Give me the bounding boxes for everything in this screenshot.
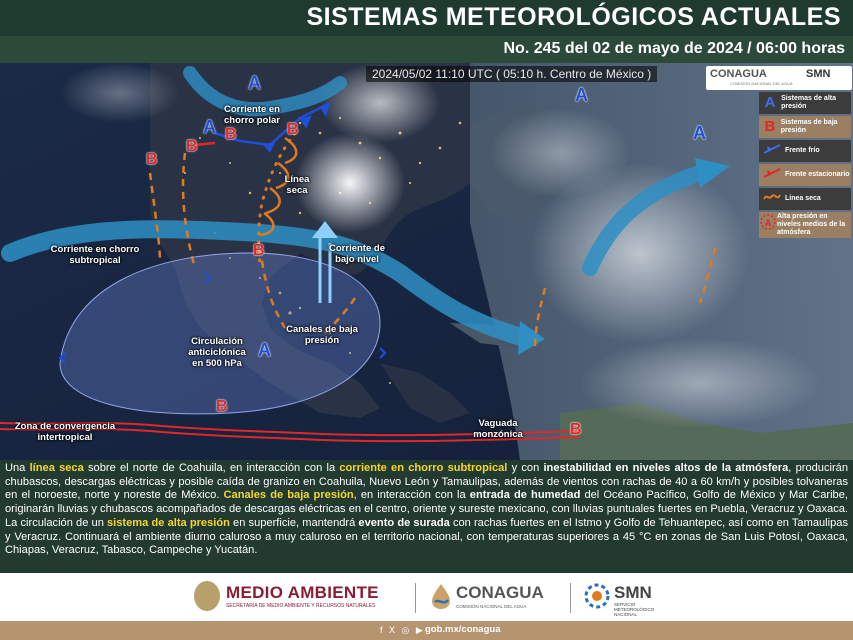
desc-segment: en superficie, mantendrá bbox=[229, 516, 359, 529]
label-polar-jet: Corriente en chorro polar bbox=[224, 104, 280, 126]
legend-item-upper-high bbox=[759, 212, 851, 238]
label-anticyclonic-circulation: Circulación anticiclónica en 500 hPa bbox=[188, 336, 246, 369]
high-pressure-marker: A bbox=[575, 85, 588, 105]
description-panel bbox=[0, 460, 853, 573]
conagua-logo-sub: COMISIÓN NACIONAL DEL AGUA bbox=[730, 81, 793, 86]
desc-segment: , en interacción con la bbox=[353, 489, 470, 502]
desc-segment: , producirán chubascos, descargas eléctricas y posible caída de granizo en Coahuila, Nuevo León y Tamaulipas, además de vientos con rachas de 40 a 60 km/h y posibles tolvaneras en el noroeste, norte y noreste de México. bbox=[5, 462, 849, 502]
high-pressure-marker: A bbox=[693, 123, 706, 143]
legend-label: Frente estacionario bbox=[785, 171, 850, 178]
map-legend bbox=[759, 92, 851, 240]
cloud-south-america bbox=[580, 338, 820, 428]
medio-ambiente-sub: SECRETARÍA DE MEDIO AMBIENTE Y RECURSOS NATURALES bbox=[226, 603, 376, 609]
description-text bbox=[5, 462, 848, 558]
conagua-sub: COMISIÓN NACIONAL DEL AGUA bbox=[456, 604, 527, 609]
high-pressure-marker: A bbox=[203, 117, 216, 137]
label-itcz: Zona de convergencia intertropical bbox=[14, 421, 116, 443]
desc-segment: del Océano Pacífico, Golfo de México y Mar Caribe, originarán lluvias y chubascos acompañados de descargas eléctricas en el centro, oriente y sureste mexicano, con lluvias puntuales fuertes en Puebla, Veracruz y Oaxaca. La circulación de un bbox=[5, 489, 848, 529]
map-logo-box bbox=[706, 66, 852, 90]
desc-segment: Una bbox=[5, 462, 30, 474]
dry-line-icon bbox=[759, 188, 785, 210]
svg-text:A: A bbox=[764, 217, 772, 228]
footer-logos bbox=[0, 573, 853, 621]
desc-highlight: línea seca bbox=[29, 462, 84, 474]
desc-bold: evento de surada bbox=[358, 516, 450, 529]
header-bar bbox=[0, 0, 853, 36]
low-pressure-icon: B bbox=[764, 118, 776, 135]
website-link[interactable]: gob.mx/conagua bbox=[425, 624, 501, 635]
legend-item-low bbox=[759, 116, 851, 138]
high-pressure-marker: A bbox=[248, 73, 261, 93]
legend-label: Sistemas de alta presión bbox=[781, 95, 836, 110]
label-low-level-current: Corriente de bajo nivel bbox=[329, 243, 385, 265]
smn-logo: SMN bbox=[614, 583, 652, 602]
stationary-front-icon bbox=[759, 164, 785, 186]
smn-sub: SERVICIO METEOROLÓGICO NACIONAL bbox=[614, 602, 655, 617]
smn-logo-icon bbox=[583, 582, 611, 610]
desc-highlight: sistema de alta presión bbox=[107, 516, 230, 529]
desc-segment: con rachas fuertes en el Istmo y Golfo de Tehuantepec, así como en Tamaulipas y Veracruz. Continuará el ambiente diurno caluroso a muy caluroso en el territorio nacional, con temperaturas superiores a 45 °C en zonas de San Luis Potosí, Oaxaca, Chiapas, Veracruz, Tabasco, Campeche y Yucatán. bbox=[5, 516, 848, 557]
cloud-atlantic-north bbox=[490, 108, 630, 198]
conagua-logo: CONAGUA bbox=[456, 583, 544, 602]
low-pressure-marker: B bbox=[287, 121, 299, 138]
desc-segment: y con bbox=[507, 462, 544, 474]
subheader-bar bbox=[0, 36, 853, 63]
upper-high-icon bbox=[759, 213, 777, 238]
cloud-pacific-north bbox=[60, 63, 180, 123]
medio-ambiente-logo: MEDIO AMBIENTE bbox=[226, 583, 379, 602]
low-pressure-marker: B bbox=[253, 242, 265, 259]
desc-segment: sobre el norte de Coahuila, en interacción con la bbox=[83, 462, 340, 474]
low-pressure-marker: B bbox=[570, 421, 582, 438]
high-pressure-marker: A bbox=[258, 340, 271, 360]
desc-highlight: Canales de baja presión bbox=[223, 489, 354, 502]
label-monsoon-trough: Vaguada monzónica bbox=[473, 418, 523, 440]
legend-label: Alta presión en niveles medios de la atmósfera bbox=[777, 213, 846, 236]
satellite-map bbox=[0, 63, 853, 460]
legend-label: Sistemas de baja presión bbox=[780, 119, 838, 134]
bulletin-number: No. 245 del 02 de mayo de 2024 / 06:00 horas bbox=[503, 40, 845, 57]
conagua-logo-small: CONAGUA bbox=[710, 68, 767, 80]
government-emblem-icon bbox=[194, 581, 220, 611]
high-pressure-icon: A bbox=[764, 94, 776, 111]
label-low-pressure-channels: Canales de baja presión bbox=[286, 324, 358, 346]
desc-bold: inestabilidad en niveles altos de la atmósfera bbox=[543, 462, 789, 474]
desc-highlight: corriente en chorro subtropical bbox=[339, 462, 508, 474]
low-pressure-marker: B bbox=[216, 398, 228, 415]
cold-front-icon bbox=[759, 140, 785, 162]
legend-label: Frente frío bbox=[785, 147, 820, 154]
legend-item-high bbox=[759, 92, 851, 114]
conagua-drop-icon bbox=[429, 582, 453, 610]
page-title: SISTEMAS METEOROLÓGICOS ACTUALES bbox=[306, 3, 841, 31]
image-timestamp: 2024/05/02 11:10 UTC ( 05:10 h. Centro de México ) bbox=[366, 66, 657, 82]
bottom-bar bbox=[0, 621, 853, 640]
low-pressure-marker: B bbox=[186, 138, 198, 155]
footer-divider bbox=[415, 583, 416, 613]
smn-logo-small: SMN bbox=[806, 68, 831, 80]
legend-item-cold-front bbox=[759, 140, 851, 162]
legend-item-stationary-front bbox=[759, 164, 851, 186]
footer-divider bbox=[570, 583, 571, 613]
desc-bold: entrada de humedad bbox=[469, 489, 581, 502]
low-pressure-marker: B bbox=[146, 151, 158, 168]
legend-label: Línea seca bbox=[785, 195, 821, 202]
label-subtropical-jet: Corriente en chorro subtropical bbox=[50, 244, 140, 266]
legend-item-dry-line bbox=[759, 188, 851, 210]
label-dry-line: Línea seca bbox=[284, 174, 310, 196]
low-pressure-marker: B bbox=[225, 126, 237, 143]
social-media-icons[interactable]: f X ◎ ▶ bbox=[380, 625, 425, 635]
